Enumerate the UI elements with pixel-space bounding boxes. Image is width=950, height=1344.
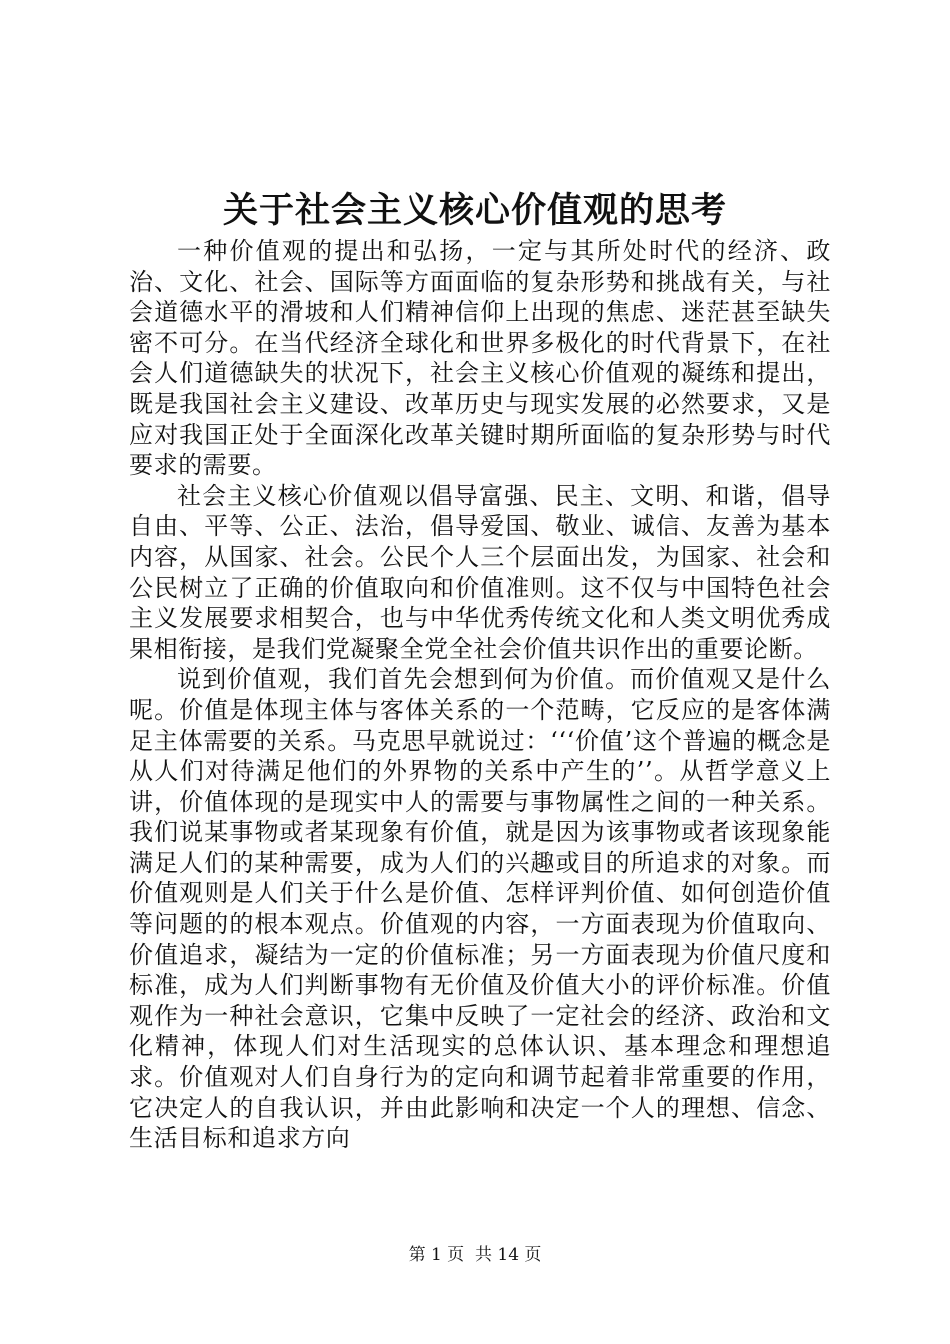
page-footer <box>0 1243 950 1267</box>
paragraph-3: 说到价值观，我们首先会想到何为价值。而价值观又是什么呢。价值是体现主体与客体关系的一个范畴，它反应的是客体满足主体需要的关系。马克思早就说过：‘‘‘价值’这个普遍的概念是从人们对待满足他们的外界物的关系中产生的’’。从哲学意义上讲，价值体现的是现实中人的需要与事物属性之间的一种关系。我们说某事物或者某现象有价值，就是因为该事物或者该现象能满足人们的某种需要，成为人们的兴趣或目的所追求的对象。而价值观则是人们关于什么是价值、怎样评判价值、如何创造价值等问题的的根本观点。价值观的内容，一方面表现为价值取向、价值追求，凝结为一定的价值标准；另一方面表现为价值尺度和标准，成为人们判断事物有无价值及价值大小的评价标准。价值观作为一种社会意识，它集中反映了一定社会的经济、政治和文化精神，体现人们对生活现实的总体认识、基本理念和理想追求。价值观对人们自身行为的定向和调节起着非常重要的作用，它决定人的自我认识，并由此影响和决定一个人的理想、信念、生活目标和追求方向 <box>129 665 831 1153</box>
paragraph-2: 社会主义核心价值观以倡导富强、民主、文明、和谐，倡导自由、平等、公正、法治，倡导爱国、敬业、诚信、友善为基本内容，从国家、社会。公民个人三个层面出发，为国家、社会和公民树立了正确的价值取向和价值准则。这不仅与中国特色社会主义发展要求相契合，也与中华优秀传统文化和人类文明优秀成果相衔接，是我们党凝聚全党全社会价值共识作出的重要论断。 <box>129 481 831 663</box>
document-body <box>129 236 831 1154</box>
document-title: 关于社会主义核心价值观的思考 <box>222 190 727 231</box>
page-number-label: 第 1 页 共 14 页 <box>408 1245 542 1265</box>
paragraph-1: 一种价值观的提出和弘扬，一定与其所处时代的经济、政治、文化、社会、国际等方面面临的复杂形势和挑战有关，与社会道德水平的滑坡和人们精神信仰上出现的焦虑、迷茫甚至缺失密不可分。在当代经济全球化和世界多极化的时代背景下，在社会人们道德缺失的状况下，社会主义核心价值观的凝练和提出，既是我国社会主义建设、改革历史与现实发展的必然要求，又是应对我国正处于全面深化改革关键时期所面临的复杂形势与时代要求的需要。 <box>129 237 831 480</box>
